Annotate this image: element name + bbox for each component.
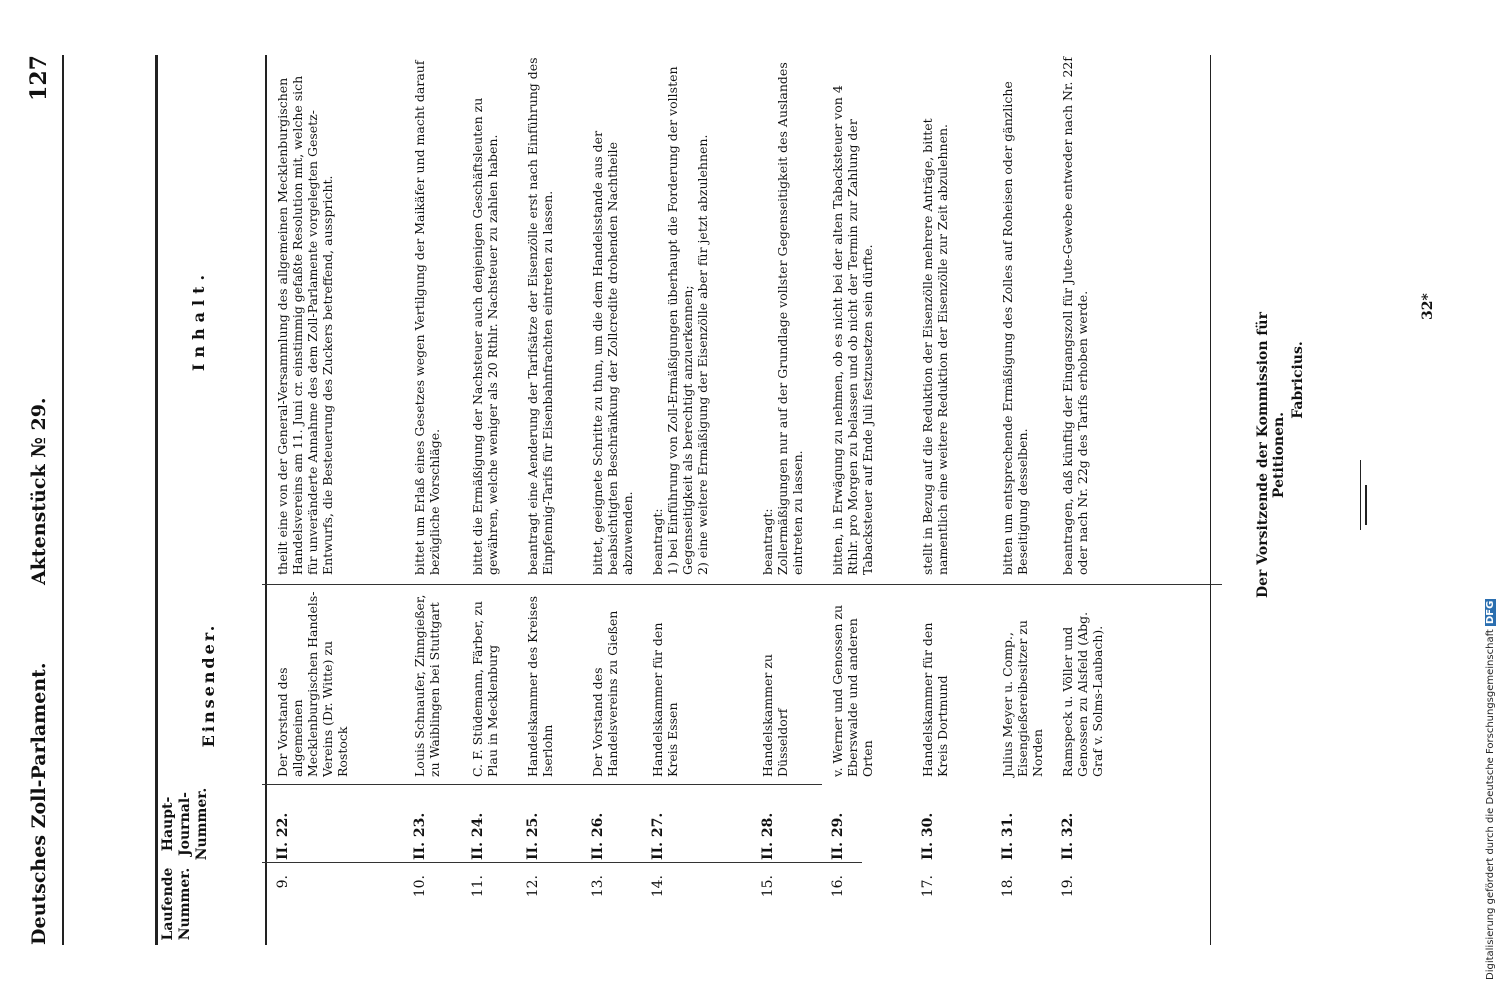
petition-content: bittet die Ermäßigung der Nachsteuer auch denjenigen Geschäftsleuten zu gewähren, welche weniger als 20 Rthlr. Nachsteuer zu zahlen haben. <box>470 97 500 575</box>
row-number: 9. <box>275 875 291 889</box>
row-number: 16. <box>830 875 846 898</box>
row-number: 15. <box>760 875 776 898</box>
row-number: 18. <box>1000 875 1016 898</box>
dfg-sidebar-text: Digitalisierung gefördert durch die Deutsche Forschungsgemeinschaft <box>1485 629 1496 980</box>
row-number: 14. <box>650 875 666 898</box>
row-number: 11. <box>470 875 486 898</box>
petition-content: beantragt: Zollermäßigungen nur auf der Grundlage vollster Gegenseitigkeit des Auslandes eintreten zu lassen. <box>760 62 805 575</box>
petition-content: stellt in Bezug auf die Reduktion der Eisenzölle mehrere Anträge, bittet namentlich eine weitere Reduktion der Eisenzölle zur Zeit abzulehnen. <box>920 118 950 575</box>
signature-rule <box>1365 485 1367 525</box>
table-top-rule <box>155 55 158 945</box>
row-number: 17. <box>920 875 936 898</box>
committee-chair-line: Der Vorsitzende der Kommission für Petitionen. <box>1255 312 1287 599</box>
petition-content: bittet, geeignete Schritte zu thun, um die dem Handelsstande aus der beabsichtigten Beschränkung der Zollcredite drohenden Nachtheile abzuwenden. <box>590 130 635 575</box>
column-divider <box>262 862 862 863</box>
dfg-sidebar <box>1485 20 1503 980</box>
journal-number: II. 27. <box>650 812 666 860</box>
sender: Julius Meyer u. Comp., Eisengießereibesitzer zu Norden <box>1000 620 1045 777</box>
journal-number: II. 28. <box>760 812 776 860</box>
journal-number: II. 26. <box>590 812 606 860</box>
journal-number: II. 22. <box>275 812 291 860</box>
table-bottom-rule <box>1210 55 1211 945</box>
petition-content: beantragt eine Aenderung der Tarifsätze der Eisenzölle erst nach Einführung des Einpfennig-Tarifs für Eisenbahnfrachten eintreten zu lassen. <box>525 57 555 575</box>
sender: Handelskammer für den Kreis Essen <box>650 622 680 777</box>
column-divider <box>262 584 1222 585</box>
sender: Der Vorstand des Handelsvereins zu Gießen <box>590 610 620 777</box>
journal-number: II. 32. <box>1060 812 1076 860</box>
petition-content: theilt eine von der General-Versammlung des allgemeinen Mecklenburgischen Handelsvereins am 11. Juni cr. einstimmig gefaßte Resolution mit, welche sich für unveränderte Annahme des dem Zoll-Parlamente vorgelegten Gesetz-Entwurfs, die Besteuerung des Zuckers betreffend, ausspricht. <box>275 75 335 575</box>
col-header-journal: Haupt-Journal-Nummer. <box>160 787 210 861</box>
row-number: 10. <box>412 875 428 898</box>
sender: C. F. Stüdemann, Färber, zu Plau in Mecklenburg <box>470 601 500 777</box>
journal-number: II. 31. <box>1000 812 1016 860</box>
row-number: 19. <box>1060 875 1076 898</box>
journal-number: II. 23. <box>412 812 428 860</box>
petition-content: bitten, in Erwägung zu nehmen, ob es nicht bei der alten Tabacksteuer von 4 Rthlr. pro Morgen zu belassen und ob nicht der Termin zur Zahlung der Tabacksteuer auf Ende Juli festzusetzen sein dürfte. <box>830 85 875 575</box>
sender: Ramspeck u. Völler und Genossen zu Alsfeld (Abg. Graf v. Solms-Laubach). <box>1060 611 1105 777</box>
sender: Handelskammer des Kreises Iserlohn <box>525 595 555 777</box>
signature-rule <box>1360 460 1361 530</box>
col-header-inhalt: Inhalt. <box>189 268 208 372</box>
column-divider <box>262 784 822 785</box>
dfg-logo: DFG <box>1485 600 1496 624</box>
col-header-nr: Laufende Nummer. <box>160 867 193 941</box>
sender: Handelskammer zu Düsseldorf <box>760 654 790 777</box>
page-header <box>22 55 62 945</box>
sender: Louis Schnaufer, Zinngießer, zu Waiblingen bei Stuttgart <box>412 594 442 777</box>
sender: Handelskammer für den Kreis Dortmund <box>920 622 950 777</box>
sender: Der Vorstand des allgemeinen Mecklenburgischen Handels-Vereins (Dr. Witte) zu Rostock <box>275 591 350 777</box>
col-header-einsender: Einsender. <box>199 622 218 748</box>
journal-number: II. 29. <box>830 812 846 860</box>
page-number: 127 <box>26 55 52 101</box>
sheet-mark: 32* <box>1420 293 1436 320</box>
table-header <box>160 55 260 945</box>
table-header-rule <box>265 55 267 945</box>
journal-number: II. 30. <box>920 812 936 860</box>
signature-name: Fabricius. <box>1290 341 1306 419</box>
row-number: 12. <box>525 875 541 898</box>
petition-content: bitten um entsprechende Ermäßigung des Zolles auf Roheisen oder gänzliche Beseitigung desselben. <box>1000 81 1030 575</box>
petition-content: beantragen, daß künftig der Eingangszoll für Jute-Gewebe entweder nach Nr. 22f oder nach Nr. 22g des Tarifs erhoben werde. <box>1060 57 1090 575</box>
row-number: 13. <box>590 875 606 898</box>
petition-content: bittet um Erlaß eines Gesetzes wegen Vertilgung der Maikäfer und macht darauf bezügliche Vorschläge. <box>412 60 442 575</box>
document-title: Aktenstück № 29. <box>28 397 50 585</box>
journal-number: II. 24. <box>470 812 486 860</box>
parliament-title: Deutsches Zoll-Parlament. <box>28 662 50 945</box>
header-rule <box>62 55 64 945</box>
journal-number: II. 25. <box>525 812 541 860</box>
sender: v. Werner und Genossen zu Eberswalde und anderen Orten <box>830 604 875 777</box>
petition-content: beantragt: 1) bei Einführung von Zoll-Ermäßigungen überhaupt die Forderung der vollsten Gegenseitigkeit als berechtigt anzuerkennen; 2) eine weitere Ermäßigung der Eisenzölle aber für jetzt abzulehnen. <box>650 66 710 575</box>
